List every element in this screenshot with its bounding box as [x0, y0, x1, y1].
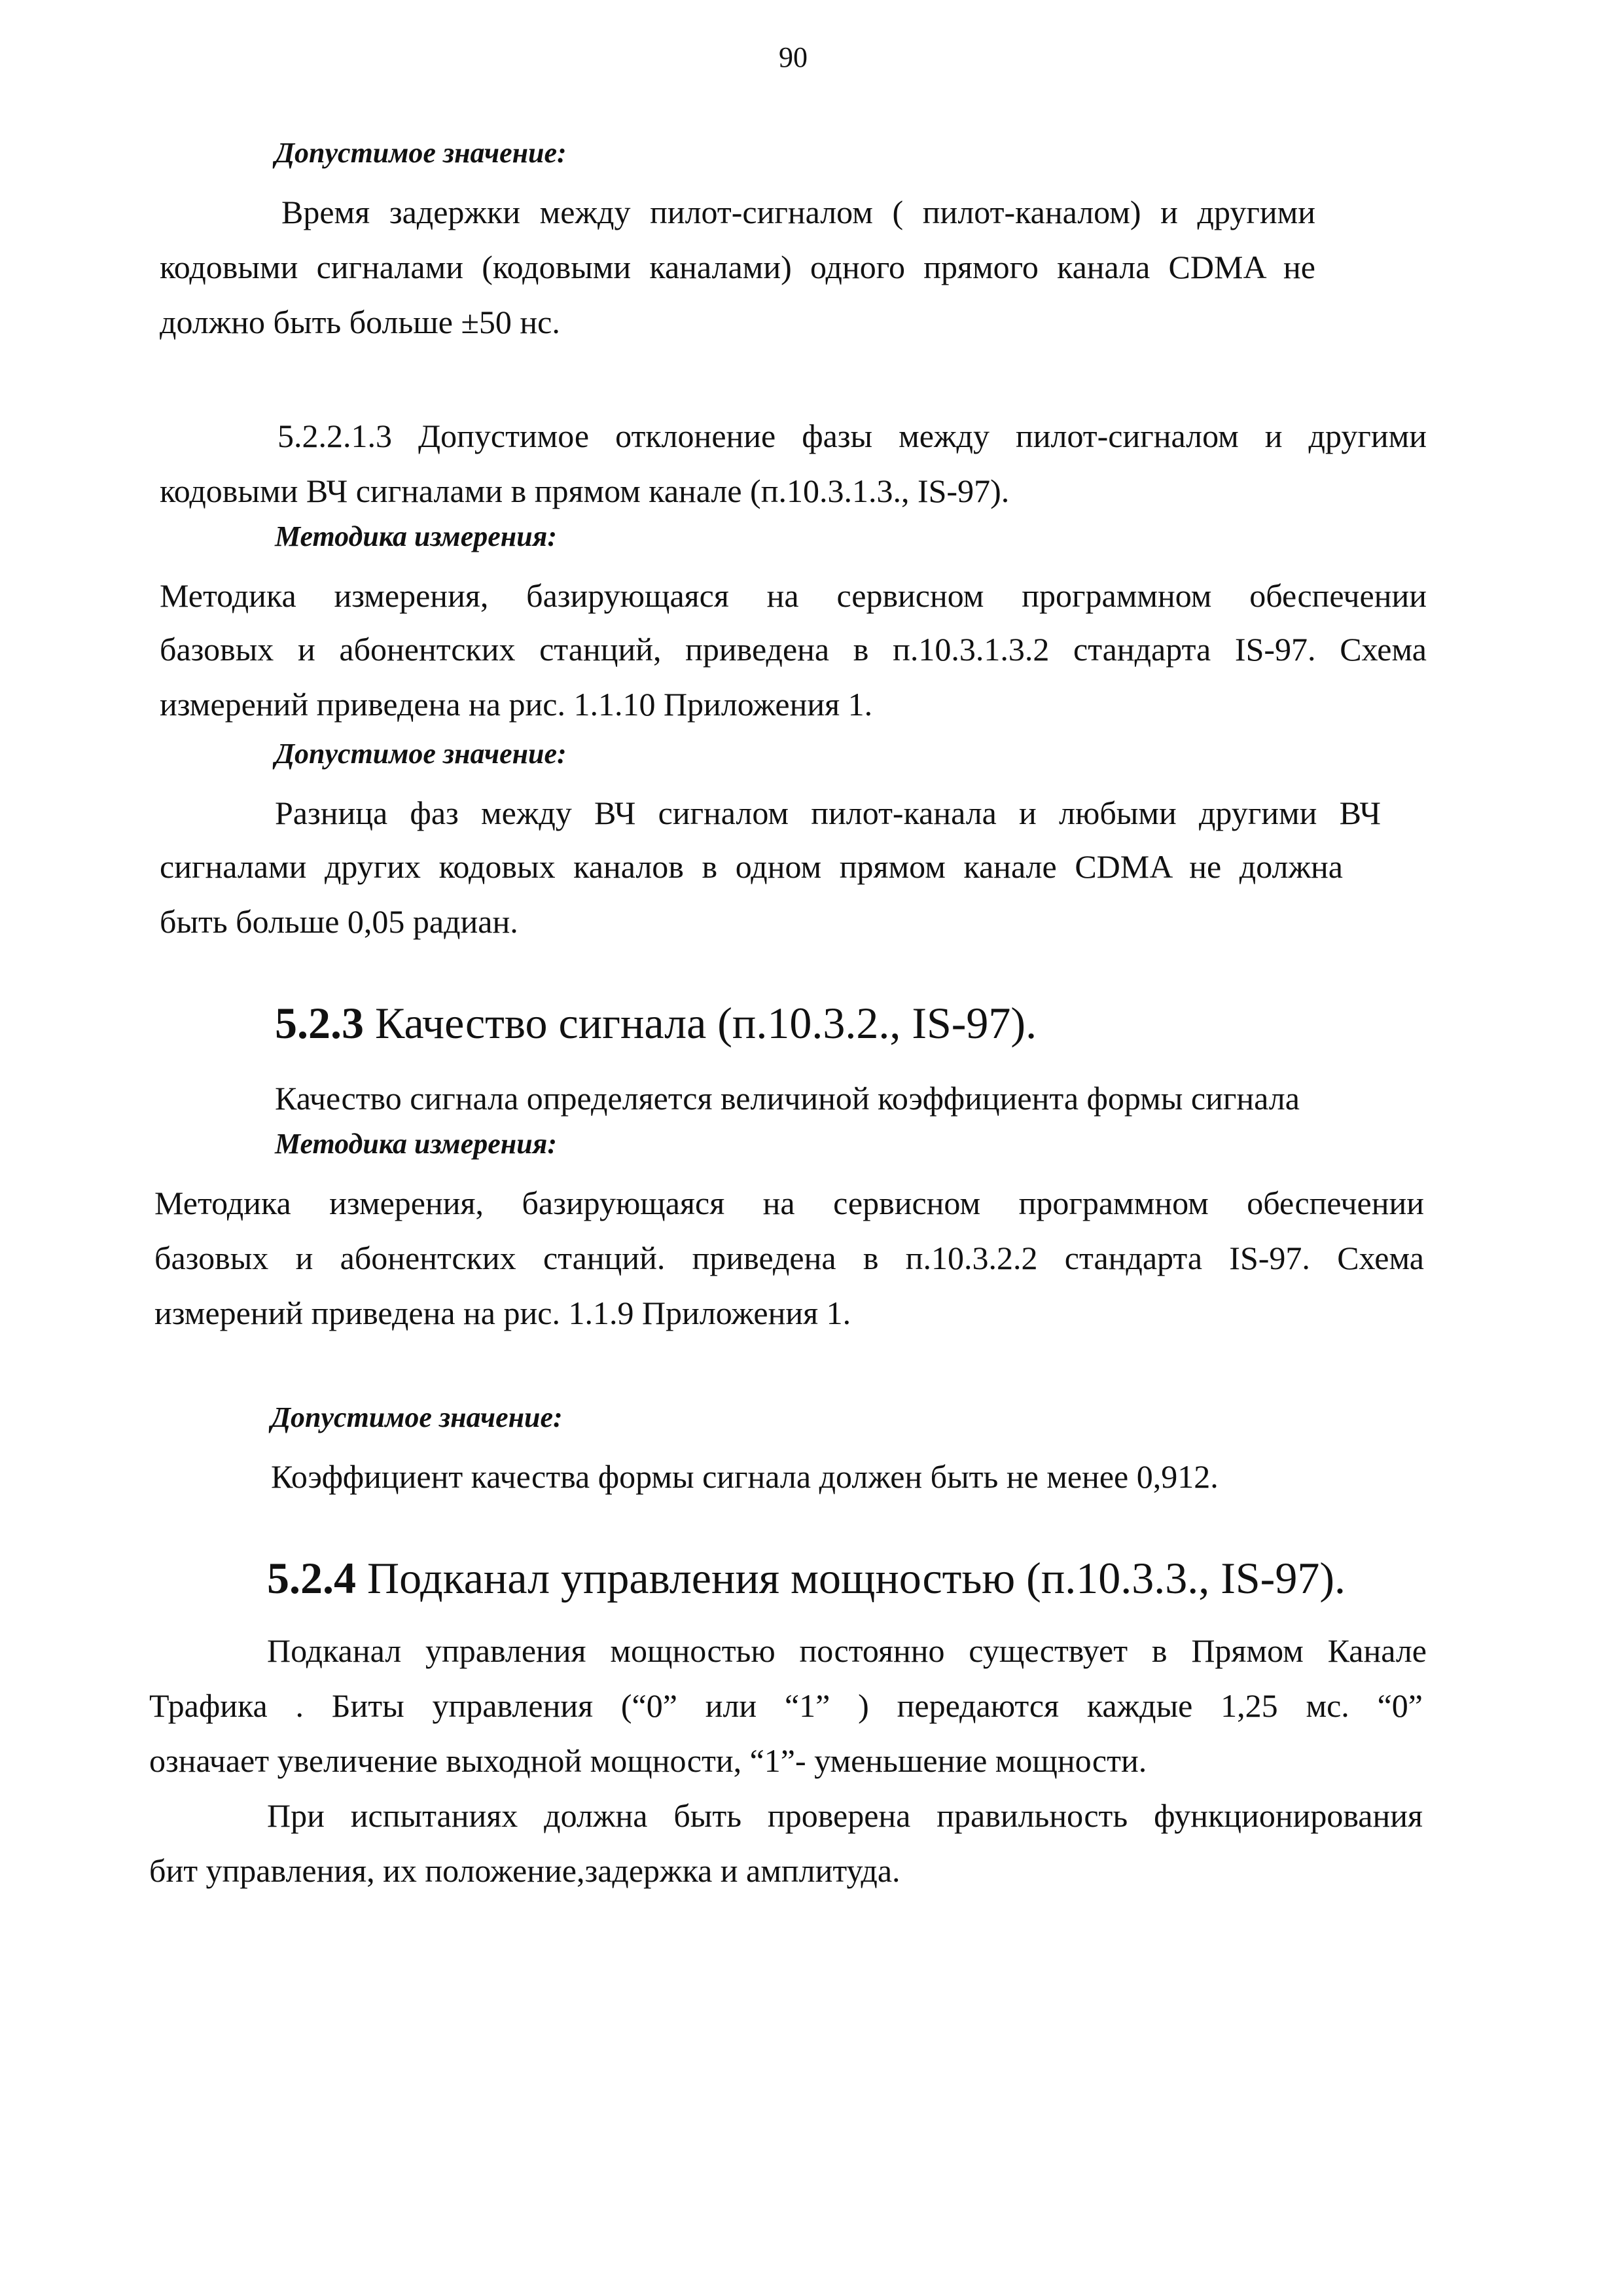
paragraph-line: Подканал управления мощностью постоянно существует в Прямом Канале — [267, 1632, 1427, 1669]
allowed-value-line: быть больше 0,05 радиан. — [160, 903, 518, 940]
method-line: Методика измерения, базирующаяся на сервисном программном обеспечении — [154, 1185, 1424, 1221]
paragraph-line: Трафика . Биты управления (“0” или “1” ) передаются каждые 1,25 мс. “0” — [149, 1687, 1423, 1724]
section-number: 5.2.4 — [267, 1553, 356, 1603]
method-line: Методика измерения, базирующаяся на сервисном программном обеспечении — [160, 577, 1427, 614]
subsection-heading-line: кодовыми ВЧ сигналами в прямом канале (п.10.3.1.3., IS-97). — [160, 473, 1010, 509]
allowed-value-line: должно быть больше ±50 нс. — [160, 304, 560, 340]
allowed-value-label: Допустимое значение: — [275, 137, 567, 169]
section-heading — [267, 1552, 1346, 1604]
page-number: 90 — [779, 41, 808, 73]
section-title: Качество сигнала (п.10.3.2., IS-97). — [364, 998, 1037, 1048]
method-line: базовых и абонентских станций. приведена в п.10.3.2.2 стандарта IS-97. Схема — [154, 1240, 1424, 1276]
method-label: Методика измерения: — [275, 1128, 557, 1160]
method-line: базовых и абонентских станций, приведена в п.10.3.1.3.2 стандарта IS-97. Схема — [160, 631, 1427, 668]
section-intro: Качество сигнала определяется величиной коэффициента формы сигнала — [275, 1080, 1300, 1117]
allowed-value-text: Коэффициент качества формы сигнала должен быть не менее 0,912. — [271, 1458, 1219, 1495]
subsection-heading-line: 5.2.2.1.3 Допустимое отклонение фазы между пилот-сигналом и другими — [277, 418, 1427, 454]
method-label: Методика измерения: — [275, 520, 557, 552]
section-number: 5.2.3 — [275, 998, 364, 1048]
method-line: измерений приведена на рис. 1.1.9 Приложения 1. — [154, 1295, 851, 1331]
paragraph-line: означает увеличение выходной мощности, “1”- уменьшение мощности. — [149, 1742, 1147, 1779]
allowed-value-label: Допустимое значение: — [271, 1401, 563, 1433]
allowed-value-line: сигналами других кодовых каналов в одном прямом канале CDMA не должна — [160, 848, 1343, 885]
section-heading — [275, 997, 1037, 1049]
allowed-value-label: Допустимое значение: — [275, 738, 567, 770]
allowed-value-line: Время задержки между пилот-сигналом ( пилот-каналом) и другими — [281, 194, 1315, 230]
method-line: измерений приведена на рис. 1.1.10 Приложения 1. — [160, 686, 873, 723]
section-title: Подканал управления мощностью (п.10.3.3., IS-97). — [356, 1553, 1346, 1603]
allowed-value-line: кодовыми сигналами (кодовыми каналами) одного прямого канала CDMA не — [160, 249, 1315, 285]
paragraph-line: бит управления, их положение,задержка и амплитуда. — [149, 1852, 901, 1889]
paragraph-line: При испытаниях должна быть проверена правильность функционирования — [267, 1797, 1423, 1834]
allowed-value-line: Разница фаз между ВЧ сигналом пилот-канала и любыми другими ВЧ — [275, 795, 1381, 831]
